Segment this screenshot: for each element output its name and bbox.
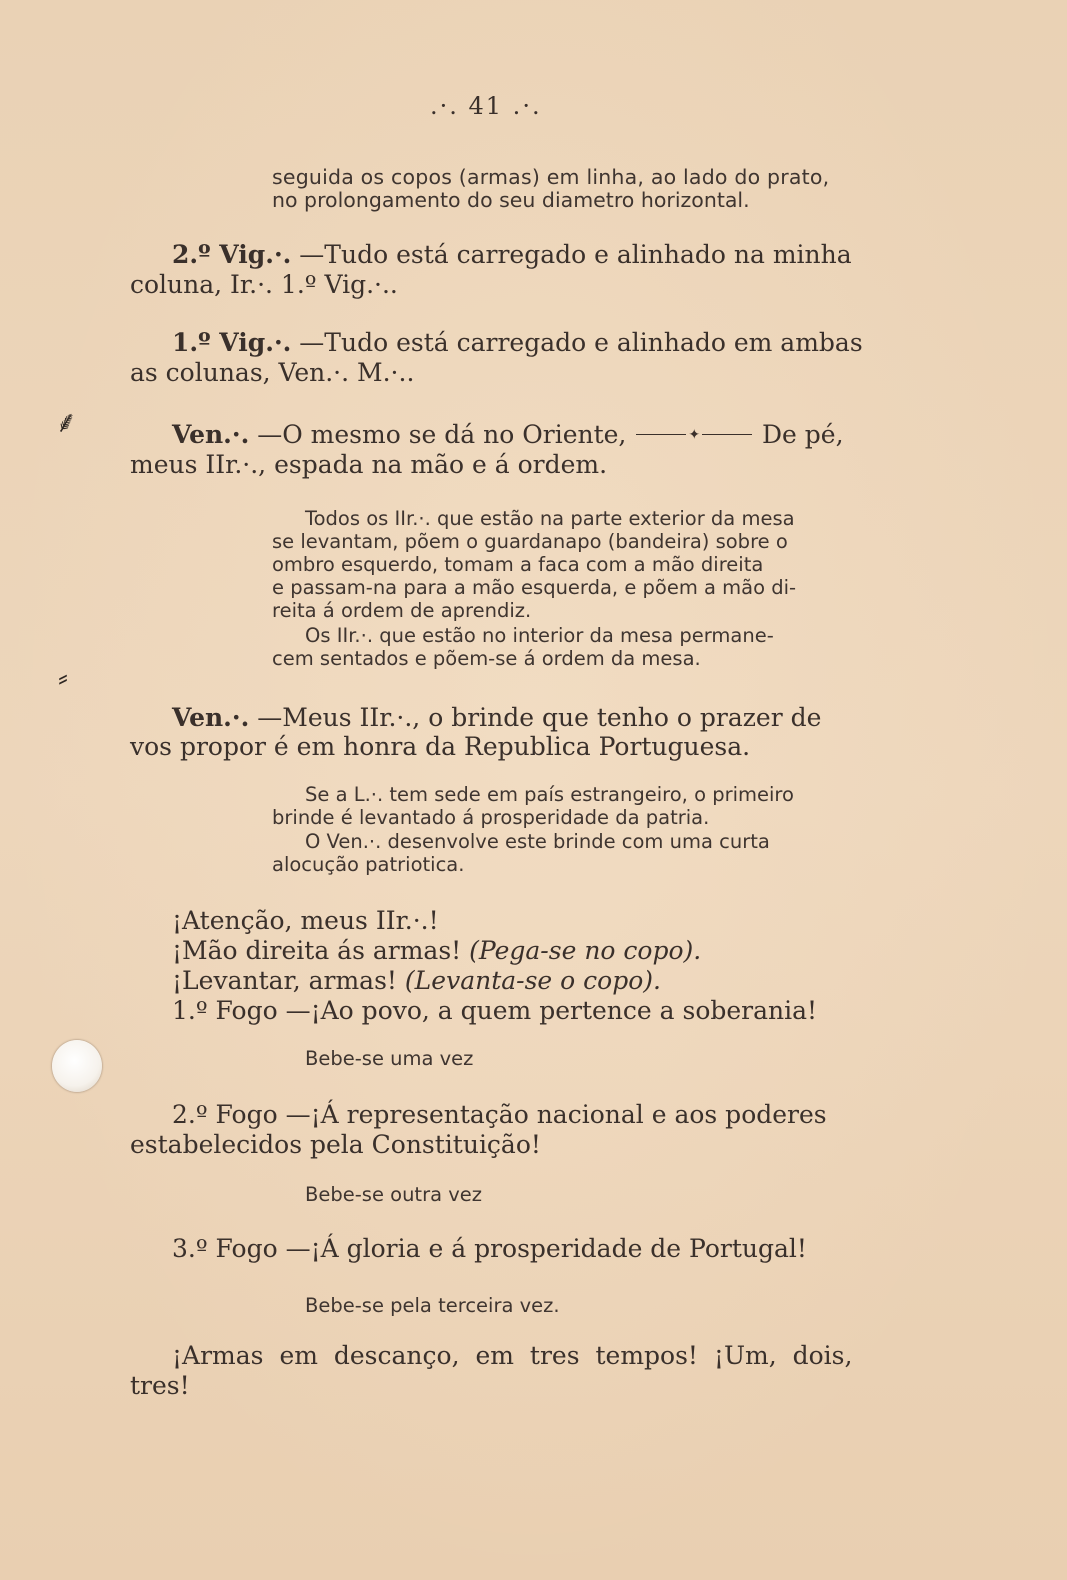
- command-right-hand-stage: (Pega-se no copo).: [469, 936, 702, 965]
- vig2-text-1: —Tudo está carregado e alinhado na minha: [291, 240, 852, 269]
- drink-note-3: Bebe-se pela terceira vez.: [305, 1294, 560, 1317]
- drink-note-2: Bebe-se outra vez: [305, 1183, 483, 1206]
- toast-2-line-2: estabelecidos pela Constituição!: [130, 1130, 541, 1159]
- vig2-line-1: [172, 240, 852, 269]
- note1-line-5: reita á ordem de aprendiz.: [272, 599, 532, 622]
- separator-rule-right: [702, 434, 752, 435]
- note1-line-7: cem sentados e põem-se á ordem da mesa.: [272, 647, 701, 670]
- ven2-line-1: [172, 703, 821, 732]
- command-right-hand: [172, 936, 701, 965]
- note1-line-4: e passam-na para a mão esquerda, e põem a mão di-: [272, 576, 797, 599]
- command-right-hand-text: ¡Mão direita ás armas!: [172, 936, 470, 965]
- note1-line-6: Os IIr.·. que estão no interior da mesa permane-: [305, 624, 774, 647]
- note2-line-3: O Ven.·. desenvolve este brinde com uma curta: [305, 830, 770, 853]
- vig1-speaker: 1.º Vig.·.: [172, 328, 292, 357]
- note2-line-4: alocução patriotica.: [272, 853, 465, 876]
- ven2-text-1: —Meus IIr.·., o brinde que tenho o prazer de: [249, 703, 822, 732]
- ven2-line-2: vos propor é em honra da Republica Portuguesa.: [130, 732, 751, 761]
- page-number: .·. 41 .·.: [430, 92, 542, 120]
- vig1-line-1: [172, 328, 863, 357]
- vig2-line-2: coluna, Ir.·. 1.º Vig.·..: [130, 270, 398, 299]
- separator-diamond: ✦: [688, 426, 701, 443]
- toast-2-line-1: 2.º Fogo —¡Á representação nacional e aos poderes: [172, 1100, 827, 1129]
- binding-hole: [52, 1040, 102, 1092]
- command-raise-stage: (Levanta-se o copo).: [404, 966, 661, 995]
- command-attention: ¡Atenção, meus IIr.·.!: [172, 906, 439, 935]
- margin-mark-top: ⸙: [55, 405, 78, 440]
- note1-line-2: se levantam, põem o guardanapo (bandeira) sobre o: [272, 530, 788, 553]
- ven1-text-1b: De pé,: [762, 420, 844, 449]
- ven1-line-1: [172, 420, 844, 449]
- drink-note-1: Bebe-se uma vez: [305, 1047, 474, 1070]
- ven1-line-2: meus IIr.·., espada na mão e á ordem.: [130, 450, 608, 479]
- para-1-line-2: no prolongamento do seu diametro horizontal.: [272, 188, 750, 212]
- note1-line-3: ombro esquerdo, tomam a faca com a mão direita: [272, 553, 764, 576]
- ven1-text-1a: —O mesmo se dá no Oriente,: [249, 420, 627, 449]
- command-raise: [172, 966, 661, 995]
- margin-mark-middle: ⸗: [58, 660, 68, 695]
- vig1-text-1: —Tudo está carregado e alinhado em ambas: [291, 328, 863, 357]
- final-command-line-1: ¡Armas em descanço, em tres tempos! ¡Um, dois,: [172, 1341, 853, 1370]
- vig1-line-2: as colunas, Ven.·. M.·..: [130, 358, 415, 387]
- note2-line-1: Se a L.·. tem sede em país estrangeiro, o primeiro: [305, 783, 794, 806]
- toast-3: 3.º Fogo —¡Á gloria e á prosperidade de Portugal!: [172, 1234, 807, 1263]
- para-1-line-1: seguida os copos (armas) em linha, ao lado do prato,: [272, 165, 830, 189]
- vig2-speaker: 2.º Vig.·.: [172, 240, 292, 269]
- separator-rule-left: [636, 434, 686, 435]
- note2-line-2: brinde é levantado á prosperidade da patria.: [272, 806, 710, 829]
- final-command-line-2: tres!: [130, 1371, 190, 1400]
- ven1-speaker: Ven.·.: [172, 420, 250, 449]
- command-raise-text: ¡Levantar, armas!: [172, 966, 405, 995]
- toast-1: 1.º Fogo —¡Ao povo, a quem pertence a soberania!: [172, 996, 818, 1025]
- note1-line-1: Todos os IIr.·. que estão na parte exterior da mesa: [305, 507, 795, 530]
- ven2-speaker: Ven.·.: [172, 703, 250, 732]
